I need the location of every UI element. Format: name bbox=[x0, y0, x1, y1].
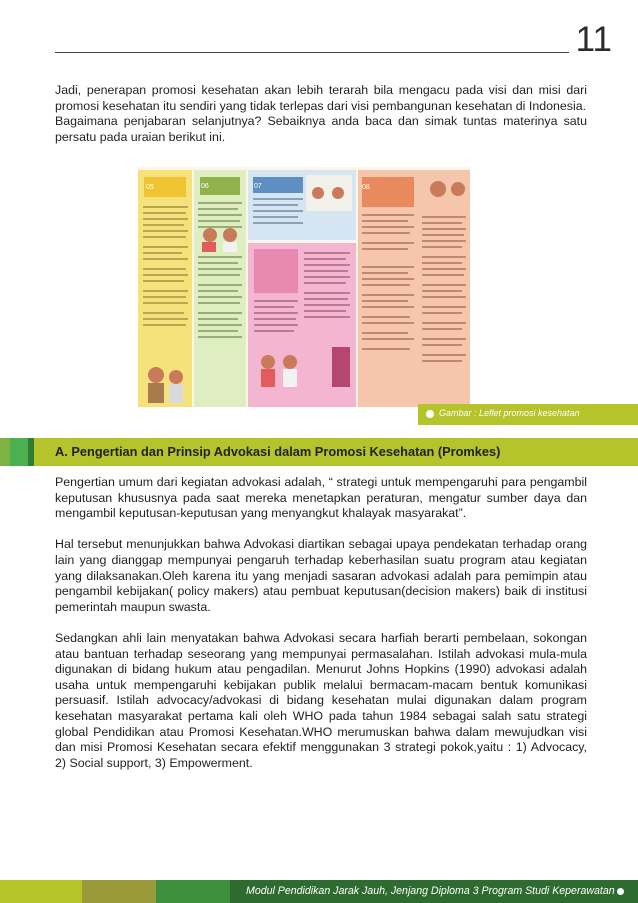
footer-bar bbox=[0, 880, 638, 903]
leaflet-panel-green bbox=[194, 170, 246, 407]
leaflet-panel-number: 06 bbox=[201, 183, 209, 190]
body-paragraph-3: Sedangkan ahli lain menyatakan bahwa Advokasi secara harfiah berarti pembelaan, sokongan atau bantuan terhadap seseorang yang mempunyai permasalahan. Istilah advokasi mula-mula digunakan di bidang hukum atau pengadilan. Menurut Johns Hopkins (1990) advokasi adalah usaha untuk mempengaruhi kebijakan publik melalui bermacam-macam bentuk komunikasi persuasif. Istilah advocacy/advokasi di bidang kesehatan mulai digunakan dalam program kesehatan masyarakat pertama kali oleh WHO pada tahun 1984 sebagai salah satu strategi global Pendidikan atau Promosi Kesehatan.WHO merumuskan bahwa dalam mewujudkan visi dan misi Promosi Kesehatan secara efektif menggunakan 3 strategi pokok,yaitu : 1) Advocacy, 2) Social support, 3) Empowerment. bbox=[55, 630, 587, 770]
intro-paragraph-2: Bagaimana penjabaran selanjutnya? Sebaiknya anda baca dan simak tuntas materinya satu persatu pada uraian berikut ini. bbox=[55, 114, 587, 144]
intro-text bbox=[55, 83, 587, 145]
header-rule bbox=[55, 52, 569, 53]
footer-text: Modul Pendidikan Jarak Jauh, Jenjang Diploma 3 Program Studi Keperawatan bbox=[246, 885, 615, 897]
leaflet-panel-yellow bbox=[138, 170, 192, 407]
leaflet-image bbox=[138, 167, 470, 407]
leaflet-panel-number: 05 bbox=[146, 184, 154, 191]
body-text bbox=[55, 475, 587, 787]
figure-caption-bar bbox=[418, 404, 638, 425]
intro-paragraph-1: Jadi, penerapan promosi kesehatan akan lebih terarah bila mengacu pada visi dan misi dari promosi kesehatan itu sendiri yang tidak terlepas dari visi pembangunan kesehatan di Indonesia. bbox=[55, 83, 587, 113]
body-paragraph-1: Pengertian umum dari kegiatan advokasi adalah, “ strategi untuk mempengaruhi para pengambil keputusan khususnya pada saat mereka menetapkan peraturan, mengatur sumber daya dan mengambil keputusan-keputusan yang menyangkut khalayak masyarakat”. bbox=[55, 475, 587, 521]
footer-dot-icon bbox=[617, 888, 624, 895]
body-paragraph-2: Hal tersebut menunjukkan bahwa Advokasi diartikan sebagai upaya pendekatan terhadap orang lain yang dianggap mempunyai pengaruh terhadap keberhasilan suatu program atau kegiatan yang dilaksanakan.Oleh karena itu yang menjadi sasaran advokasi adalah para pemimpin atau pengambil kebijakan( policy makers) atau pembuat keputusan(decision makers) baik di institusi pemerintah maupun swasta. bbox=[55, 537, 587, 614]
leaflet-panel-number: 08 bbox=[362, 184, 370, 191]
page-number: 11 bbox=[575, 20, 612, 59]
section-title: A. Pengertian dan Prinsip Advokasi dalam Promosi Kesehatan (Promkes) bbox=[55, 444, 501, 459]
bullet-dot-icon bbox=[426, 410, 434, 418]
figure-caption: Gambar : Leflet promosi kesehatan bbox=[439, 408, 580, 418]
leaflet-panel-number: 07 bbox=[254, 183, 262, 190]
